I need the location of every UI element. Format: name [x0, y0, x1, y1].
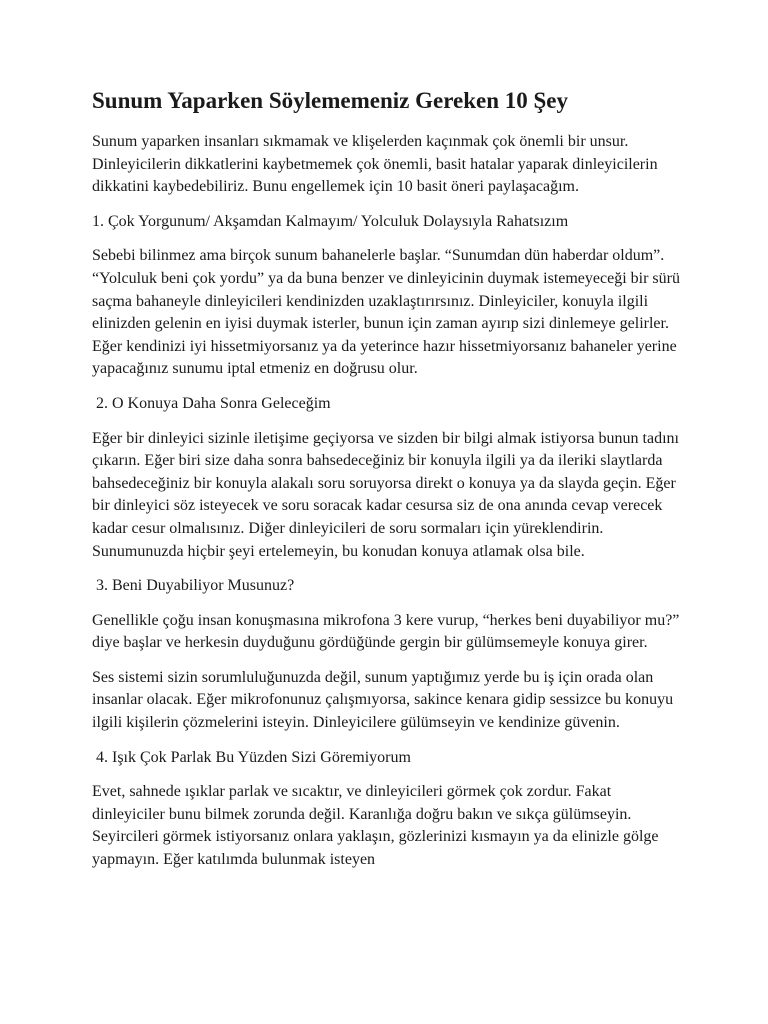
section-3-paragraph-2: Ses sistemi sizin sorumluluğunuzda değil, sunum yaptığımız yerde bu iş için orada olan insanlar olacak. Eğer mikrofonunuz çalışmıyorsa, sakince kenara gidip sessizce bu konuyu ilgili kişilerin çözmelerini isteyin. Dinleyicilere gülümseyin ve kendinize güvenin. [92, 668, 674, 732]
document-title: Sunum Yaparken Söylememeniz Gereken 10 Şey [92, 88, 568, 113]
section-1-heading: 1. Çok Yorgunum/ Akşamdan Kalmayım/ Yolculuk Dolaysıyla Rahatsızım [92, 212, 569, 230]
intro-paragraph: Sunum yaparken insanları sıkmamak ve klişelerden kaçınmak çok önemli bir unsur. Dinleyicilerin dikkatlerini kaybetmemek çok önemli, basit hatalar yaparak dinleyicilerin dikkatini kaybedebiliriz. Bunu engellemek için 10 basit öneri paylaşacağım. [92, 133, 658, 196]
document-page [92, 84, 684, 884]
section-3-paragraph-1: Genellikle çoğu insan konuşmasına mikrofona 3 kere vurup, “herkes beni duyabiliyor mu?” diye başlar ve herkesin duyduğunu gördüğünde gergin bir gülümsemeyle konuya girer. [92, 611, 680, 652]
section-3-heading: 3. Beni Duyabiliyor Musunuz? [96, 577, 295, 595]
section-4-heading: 4. Işık Çok Parlak Bu Yüzden Sizi Göremiyorum [96, 748, 411, 766]
section-1-paragraph-1: Sebebi bilinmez ama birçok sunum bahanelerle başlar. “Sunumdan dün haberdar oldum”. “Yolculuk beni çok yordu” ya da buna benzer ve dinleyicinin duymak istemeyeceği bir sürü saçma bahaneyle dinleyicileri kendinizden uzaklaştırırsınız. Dinleyiciler, konuyla ilgili elinizden gelenin en iyisi duymak isterler, bunun için zaman ayırıp sizi dinlemeye gelirler. Eğer kendinizi iyi hissetmiyorsanız ya da yeterince hazır hissetmiyorsanız bahaneler yerine yapacağınız sunumu iptal etmeniz en doğrusu olur. [92, 247, 680, 378]
section-4-paragraph-1: Evet, sahnede ışıklar parlak ve sıcaktır, ve dinleyicileri görmek çok zordur. Fakat dinleyiciler bunu bilmek zorunda değil. Karanlığa doğru bakın ve sıkça gülümseyin. Seyircileri görmek istiyorsanız onlara yaklaşın, gözlerinizi kısmayın ya da elinizle gölge yapmayın. Eğer katılımda bulunmak isteyen [92, 783, 659, 869]
section-2-paragraph-1: Eğer bir dinleyici sizinle iletişime geçiyorsa ve sizden bir bilgi almak istiyorsa bunun tadını çıkarın. Eğer biri size daha sonra bahsedeceğiniz bir konuyla ilgili ya da ileriki slaytlarda bahsedeceğiniz bir konuyla alakalı soru soruyorsa direkt o konuya ya da slayda geçin. Eğer bir dinleyici söz isteyecek ve soru soracak kadar cesursa siz de ona anında cevap verecek kadar cesur olmalısınız. Diğer dinleyicileri de soru sormaları için yüreklendirin. Sunumunuzda hiçbir şeyi ertelemeyin, bu konudan konuya atlamak olsa bile. [92, 429, 679, 560]
section-2-heading: 2. O Konuya Daha Sonra Geleceğim [96, 394, 331, 412]
